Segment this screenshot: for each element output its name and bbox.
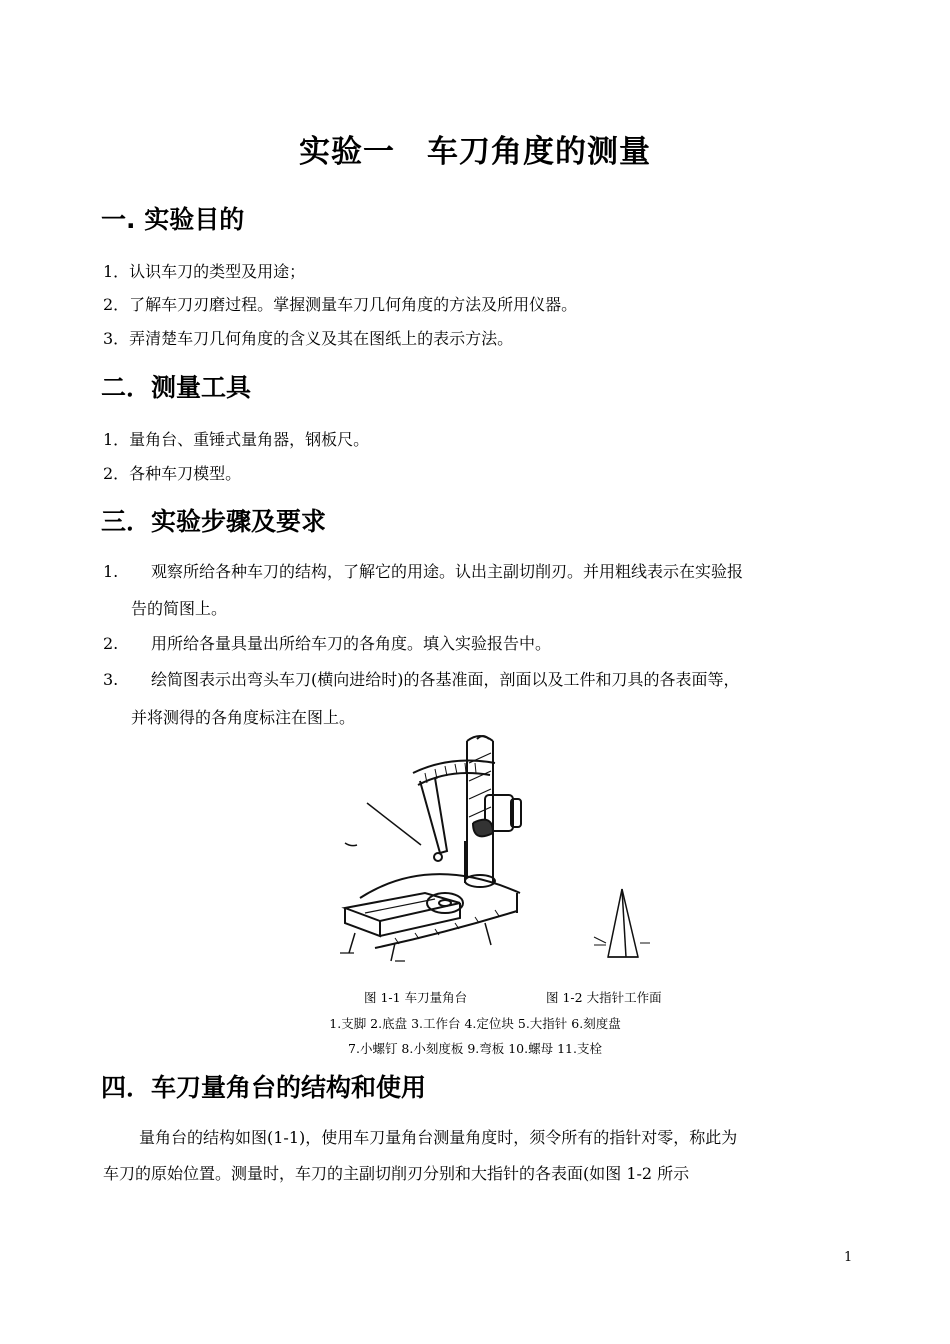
figure-caption-1-1: 图 1-1 车刀量角台 — [364, 990, 468, 1005]
list-text: 绘简图表示出弯头车刀(横向进给时)的各基准面，剖面以及工件和刀具的各表面等， — [151, 670, 740, 689]
section-heading-1: 一. 实验目的 — [101, 205, 245, 234]
list-item: 3．弄清楚车刀几何角度的含义及其在图纸上的表示方法。 — [103, 329, 514, 348]
list-text: 用所给各量具量出所给车刀的各角度。填入实验报告中。 — [151, 634, 552, 653]
list-item — [103, 559, 743, 582]
list-item-continuation: 并将测得的各角度标注在图上。 — [131, 708, 356, 727]
list-item: 1．量角台、重锤式量角器，钢板尺。 — [103, 430, 370, 449]
figure-caption-1-2: 图 1-2 大指针工作面 — [546, 990, 662, 1005]
list-item: 2．了解车刀刃磨过程。掌握测量车刀几何角度的方法及所用仪器。 — [103, 295, 578, 314]
page-title: 实验一 车刀角度的测量 — [299, 134, 651, 170]
list-item — [103, 631, 551, 654]
list-item: 2．各种车刀模型。 — [103, 464, 242, 483]
list-number: 1. — [103, 562, 119, 581]
paragraph-line: 量角台的结构如图(1-1)，使用车刀量角台测量角度时，须令所有的指针对零，称此为 — [139, 1128, 738, 1147]
page-number: 1 — [844, 1250, 853, 1265]
section-heading-2: 二．测量工具 — [101, 373, 252, 402]
paragraph-line: 车刀的原始位置。测量时，车刀的主副切削刃分别和大指针的各表面(如图 1-2 所示 — [103, 1164, 690, 1183]
protractor-stand-figure — [335, 733, 535, 968]
section-heading-3: 三．实验步骤及要求 — [101, 507, 327, 536]
list-number: 3. — [103, 670, 119, 689]
figure-legend-line-1: 1.支脚 2.底盘 3.工作台 4.定位块 5.大指针 6.刻度盘 — [329, 1016, 621, 1031]
figure-legend-line-2: 7.小螺钉 8.小刻度板 9.弯板 10.螺母 11.支栓 — [348, 1041, 602, 1056]
section-heading-4: 四．车刀量角台的结构和使用 — [101, 1073, 427, 1102]
list-item — [103, 667, 740, 690]
list-number: 2. — [103, 634, 119, 653]
list-item-continuation: 告的简图上。 — [131, 599, 228, 618]
big-pointer-figure — [592, 885, 662, 970]
list-item: 1．认识车刀的类型及用途； — [103, 262, 306, 281]
list-text: 观察所给各种车刀的结构，了解它的用途。认出主副切削刃。并用粗线表示在实验报 — [151, 562, 744, 581]
